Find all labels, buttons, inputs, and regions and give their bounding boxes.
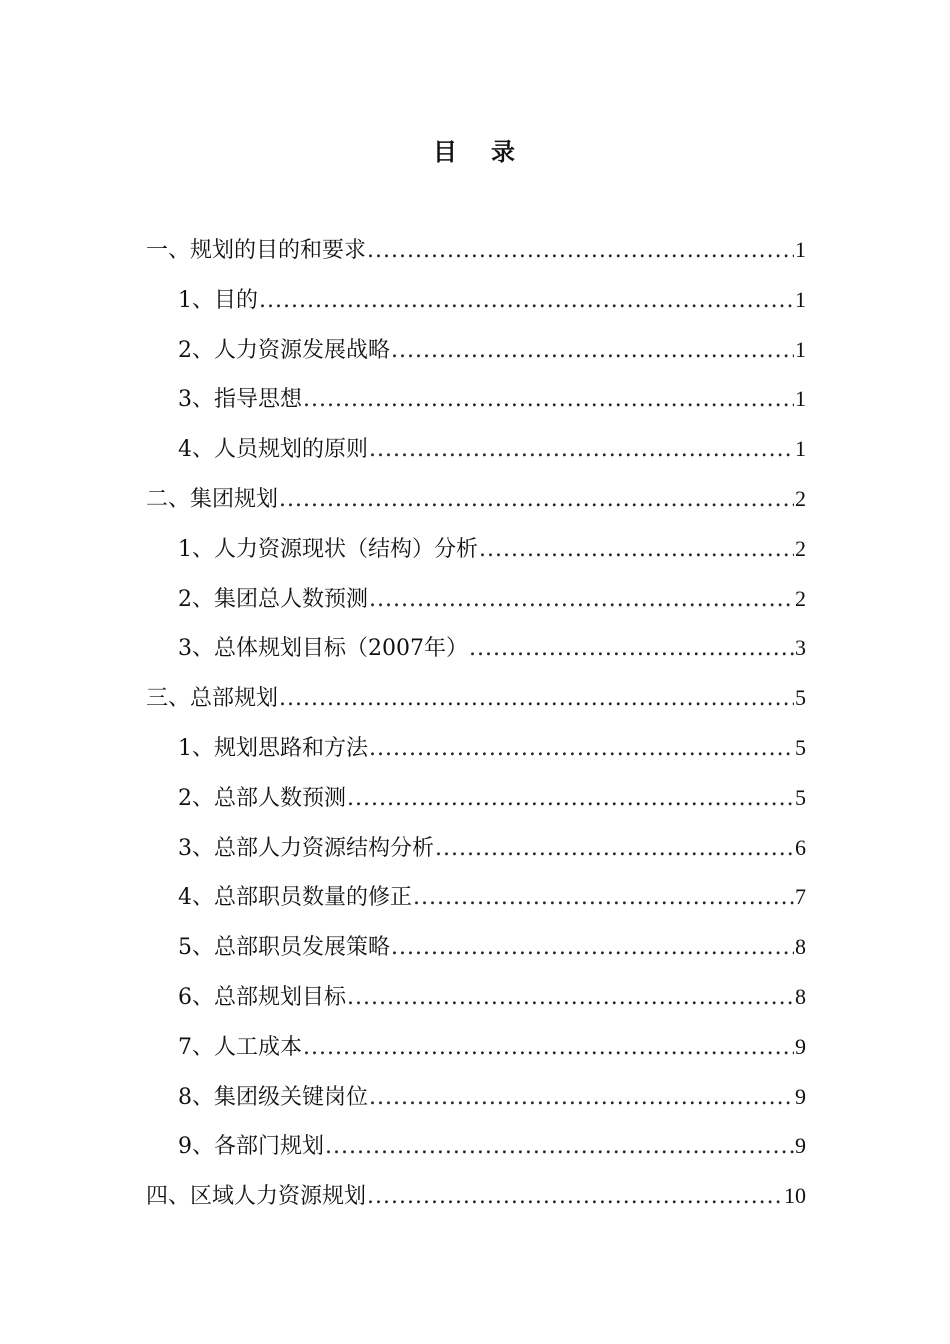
dot-leader	[303, 1026, 794, 1070]
toc-entry-label: 一、规划的目的和要求	[146, 238, 367, 263]
toc-entry-page-number: 9	[795, 1033, 806, 1059]
toc-entry[interactable]	[146, 228, 806, 278]
dot-leader	[279, 677, 794, 721]
toc-entry-label: 2、集团总人数预测	[178, 586, 368, 612]
dot-leader	[391, 926, 794, 970]
toc-entry-label: 二、集团规划	[146, 486, 279, 512]
toc-entry-label: 四、区域人力资源规划	[146, 1184, 367, 1210]
toc-entry[interactable]	[146, 1025, 806, 1075]
toc-entry-page-number: 5	[795, 734, 806, 760]
dot-leader	[347, 777, 794, 821]
dot-leader	[479, 528, 794, 572]
toc-entry-page-number: 5	[795, 685, 806, 711]
toc-entry[interactable]	[146, 776, 806, 826]
toc-entry-label: 4、人员规划的原则	[178, 437, 368, 463]
toc-entry-page-number: 2	[795, 485, 806, 511]
toc-entry-label: 1、目的	[178, 287, 258, 313]
dot-leader	[369, 1076, 794, 1120]
dot-leader	[279, 478, 794, 522]
dot-leader	[469, 627, 794, 671]
toc-entry-page-number: 8	[795, 983, 806, 1009]
toc-entry-page-number: 9	[795, 1083, 806, 1109]
toc-entry-page-number: 6	[795, 834, 806, 860]
toc-entry-label: 8、集团级关键岗位	[178, 1084, 368, 1110]
toc-entry-label: 9、各部门规划	[178, 1134, 324, 1160]
toc-entry-label: 3、指导思想	[178, 387, 302, 413]
dot-leader	[367, 229, 794, 273]
toc-entry[interactable]	[146, 975, 806, 1025]
dot-leader	[369, 727, 794, 771]
toc-entry-page-number: 1	[795, 286, 806, 312]
toc-entry-page-number: 5	[795, 784, 806, 810]
toc-entry[interactable]	[146, 925, 806, 975]
toc-entry[interactable]	[146, 477, 806, 527]
toc-entry-page-number: 8	[795, 934, 806, 960]
toc-entry[interactable]	[146, 626, 806, 676]
dot-leader	[369, 578, 794, 622]
toc-entry-page-number: 7	[795, 884, 806, 910]
toc-entry[interactable]	[146, 377, 806, 427]
toc-entry-page-number: 1	[795, 386, 806, 412]
toc-entry-page-number: 1	[795, 237, 806, 262]
toc-entry-label: 2、人力资源发展战略	[178, 337, 390, 363]
dot-leader	[391, 329, 794, 373]
dot-leader	[303, 378, 794, 422]
toc-entry-label: 3、总部人力资源结构分析	[178, 835, 434, 861]
toc-title-part2: 录	[491, 137, 517, 166]
dot-leader	[259, 279, 794, 323]
toc-entry-label: 3、总体规划目标（2007年）	[178, 636, 468, 662]
toc-entry[interactable]	[146, 1174, 806, 1224]
toc-entry[interactable]	[146, 427, 806, 477]
dot-leader	[347, 976, 794, 1020]
toc-entry[interactable]	[146, 875, 806, 925]
toc-title	[0, 132, 950, 167]
toc-entry[interactable]	[146, 278, 806, 328]
toc-entry-label: 5、总部职员发展策略	[178, 935, 390, 961]
toc-entry[interactable]	[146, 577, 806, 627]
toc-entry[interactable]	[146, 676, 806, 726]
dot-leader	[367, 1175, 783, 1219]
toc-entry[interactable]	[146, 1124, 806, 1174]
toc-entry-label: 4、总部职员数量的修正	[178, 885, 412, 911]
toc-entry-label: 6、总部规划目标	[178, 984, 346, 1010]
toc-entry[interactable]	[146, 527, 806, 577]
toc-entry-page-number: 2	[795, 535, 806, 561]
toc-entry-label: 1、人力资源现状（结构）分析	[178, 536, 478, 562]
toc-entry-page-number: 9	[795, 1133, 806, 1159]
toc-list	[146, 228, 806, 1224]
toc-title-part1: 目	[433, 137, 459, 166]
dot-leader	[369, 428, 794, 472]
toc-entry-page-number: 1	[795, 436, 806, 462]
toc-entry-label: 三、总部规划	[146, 686, 279, 712]
toc-entry-label: 2、总部人数预测	[178, 785, 346, 811]
toc-entry-page-number: 1	[795, 336, 806, 362]
dot-leader	[435, 827, 794, 871]
dot-leader	[325, 1125, 794, 1169]
toc-entry-label: 1、规划思路和方法	[178, 735, 368, 761]
toc-entry[interactable]	[146, 328, 806, 378]
toc-entry-page-number: 10	[784, 1183, 806, 1209]
toc-entry[interactable]	[146, 726, 806, 776]
toc-entry[interactable]	[146, 1075, 806, 1125]
toc-entry[interactable]	[146, 826, 806, 876]
toc-entry-label: 7、人工成本	[178, 1034, 302, 1060]
toc-entry-page-number: 3	[795, 635, 806, 661]
toc-entry-page-number: 2	[795, 585, 806, 611]
dot-leader	[413, 876, 794, 920]
